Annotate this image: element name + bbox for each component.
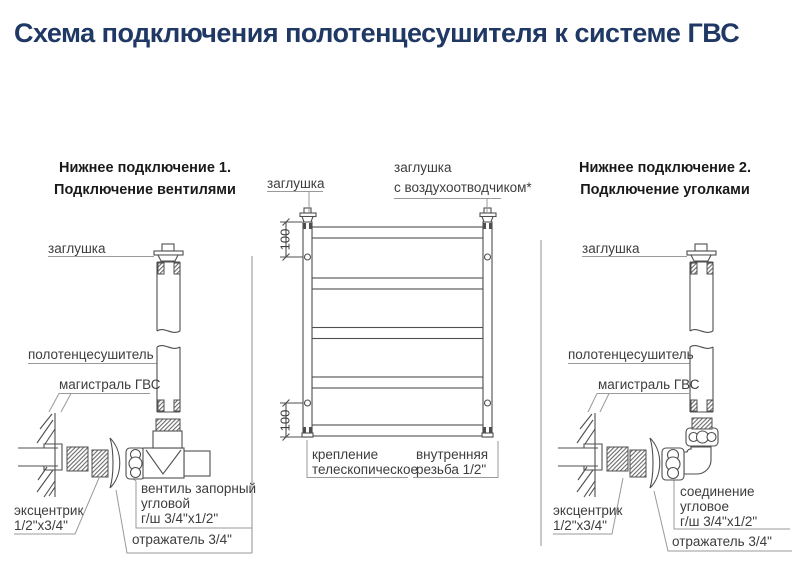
- left-angle-valve: [143, 419, 210, 478]
- label-right-angle-union-line1: соединение: [680, 484, 755, 499]
- label-left-towel-rail: полотенцесушитель: [28, 347, 154, 362]
- label-left-reflector: отражатель 3/4": [132, 532, 232, 547]
- left-header-line2: Подключение вентилями: [54, 182, 236, 198]
- center-rungs: [312, 227, 483, 436]
- label-right-hot-water-main: магистраль ГВС: [598, 377, 700, 392]
- right-elbow-top-nut: [686, 418, 718, 446]
- right-union-nut: [662, 448, 684, 480]
- right-reflector-dome: [650, 438, 660, 488]
- label-center-inner-thread-line2: резьба 1/2": [416, 462, 487, 477]
- left-union-nut: [126, 448, 145, 479]
- label-center-air-vent-plug: [394, 160, 532, 195]
- right-header-line1: Нижнее подключение 2.: [578, 160, 752, 176]
- label-right-angle-union-line3: г/ш 3/4"х1/2": [680, 514, 758, 529]
- label-left-angle-valve: [141, 481, 256, 526]
- label-left-eccentric-line2: 1/2"х3/4": [14, 518, 68, 533]
- right-eccentric-threads: [607, 447, 646, 477]
- label-center-inner-thread: [416, 447, 488, 477]
- label-left-angle-valve-line2: угловой: [141, 496, 190, 511]
- label-center-telescopic-mount-line1: крепление: [312, 447, 379, 462]
- label-center-telescopic-mount-line2: телескопическое: [312, 462, 419, 477]
- label-left-hot-water-main: магистраль ГВС: [59, 377, 161, 392]
- label-right-eccentric: [553, 503, 622, 533]
- label-right-angle-union-line2: угловое: [680, 499, 729, 514]
- label-right-plug: заглушка: [582, 241, 640, 256]
- left-header-line1: Нижнее подключение 1.: [58, 160, 232, 176]
- label-right-angle-union: [680, 484, 757, 529]
- page-title: Схема подключения полотенцесушителя к системе ГВС: [14, 18, 740, 48]
- left-eccentric-threads: [67, 447, 108, 477]
- label-left-plug: заглушка: [48, 241, 106, 256]
- label-left-angle-valve-line3: г/ш 3/4"х1/2": [141, 511, 219, 526]
- label-center-plug: заглушка: [267, 176, 325, 191]
- left-section-header: [30, 157, 260, 201]
- label-center-air-vent-line2: с воздухоотводчиком*: [394, 180, 532, 195]
- right-plug-cap: [687, 244, 716, 261]
- center-diagram: [267, 192, 501, 478]
- right-wall: [577, 413, 595, 497]
- dimension-100-bottom: 100: [277, 409, 293, 432]
- label-left-eccentric: [14, 503, 83, 533]
- label-left-eccentric-line1: эксцентрик: [14, 503, 84, 518]
- label-right-eccentric-line1: эксцентрик: [553, 503, 623, 518]
- label-right-eccentric-line2: 1/2"х3/4": [553, 518, 607, 533]
- left-reflector-dome: [110, 438, 120, 488]
- right-header-line2: Подключение уголками: [580, 182, 750, 198]
- dimension-100-top: 100: [277, 228, 293, 251]
- label-right-towel-rail: полотенцесушитель: [568, 347, 694, 362]
- center-plug-caps: [300, 208, 496, 222]
- right-angle-elbow: [684, 447, 711, 474]
- left-plug-cap: [154, 244, 183, 261]
- left-wall: [37, 413, 55, 497]
- label-left-angle-valve-line1: вентиль запорный: [141, 481, 257, 496]
- label-center-air-vent-line1: заглушка: [394, 160, 452, 175]
- label-center-telescopic-mount: [312, 447, 418, 477]
- label-right-reflector: отражатель 3/4": [672, 534, 772, 549]
- right-section-header: [550, 157, 780, 201]
- label-center-inner-thread-line1: внутренняя: [416, 447, 489, 462]
